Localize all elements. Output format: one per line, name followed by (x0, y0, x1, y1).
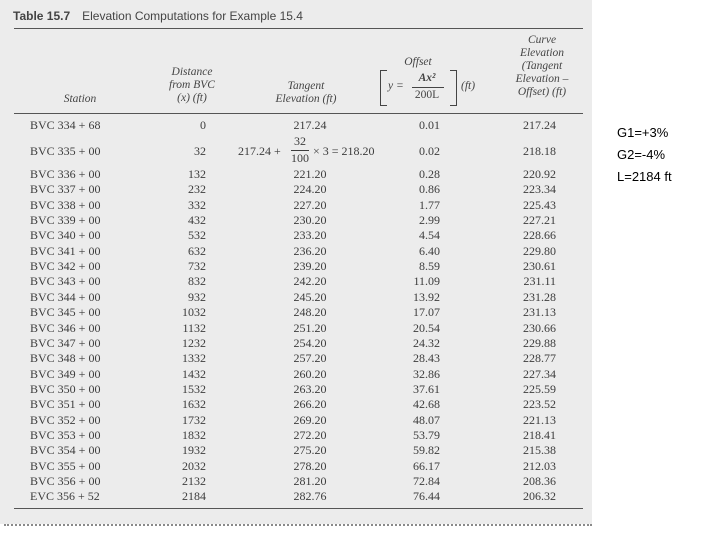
station-cell: BVC 342 + 00 (30, 259, 101, 274)
header-distance-line: Distance (171, 66, 213, 78)
curve-cell: 231.13 (523, 305, 556, 320)
header-curve-line: Curve (527, 34, 557, 46)
table-number: Table 15.7 (13, 9, 71, 23)
curve-cell: 229.80 (523, 243, 556, 258)
distance-cell: 0 (200, 118, 206, 132)
station-cell: BVC 344 + 00 (30, 289, 101, 304)
offset-formula-numerator: Ax² (418, 72, 436, 84)
station-cell: BVC 336 + 00 (30, 167, 101, 181)
offset-cell: 48.07 (413, 412, 440, 427)
station-cell: BVC 334 + 68 (30, 118, 101, 132)
tangent-cell: 257.20 (293, 351, 327, 366)
offset-cell: 42.68 (413, 397, 440, 412)
distance-cell: 1832 (182, 427, 206, 442)
tangent-cell: 260.20 (293, 366, 327, 381)
station-cell: BVC 356 + 00 (30, 474, 101, 488)
bracket-right (450, 70, 457, 106)
curve-cell: 223.34 (523, 182, 556, 197)
top-rule (14, 28, 583, 29)
curve-cell: 208.36 (523, 474, 556, 488)
distance-cell: 332 (188, 197, 206, 212)
distance-cell: 1632 (182, 397, 206, 412)
tangent-cell: 239.20 (293, 259, 327, 274)
curve-cell: 230.66 (523, 320, 556, 335)
curve-cell: 225.43 (523, 197, 556, 212)
tangent-cell: 254.20 (293, 335, 327, 350)
distance-cell: 1032 (182, 305, 206, 320)
distance-cell: 1132 (182, 320, 206, 335)
station-cell: BVC 351 + 00 (30, 397, 101, 412)
tangent-cell: 242.20 (293, 274, 327, 289)
header-tangent (258, 80, 354, 106)
station-cell: EVC 356 + 52 (30, 489, 100, 504)
curve-cell: 228.77 (523, 351, 556, 366)
note-g2: G2=-4% (617, 147, 666, 162)
bracket-left (380, 70, 387, 106)
curve-cell: 221.13 (523, 412, 556, 427)
tangent-cell: 251.20 (293, 320, 327, 335)
header-offset-title: Offset (404, 56, 432, 68)
header-curve-line: Elevation – (515, 73, 569, 85)
station-cell: BVC 352 + 00 (30, 412, 101, 427)
curve-cell: 231.28 (523, 289, 556, 304)
offset-unit: (ft) (461, 80, 476, 92)
offset-cell: 6.40 (419, 243, 440, 258)
curve-cell: 231.11 (523, 274, 556, 289)
station-cell: BVC 345 + 00 (30, 305, 101, 320)
header-offset (368, 56, 492, 108)
tangent-cell: 224.20 (293, 182, 327, 197)
offset-cell: 53.79 (413, 427, 440, 442)
station-cell: BVC 349 + 00 (30, 366, 101, 381)
curve-cell: 206.32 (523, 489, 556, 504)
header-curve-line: Offset) (ft) (517, 86, 567, 98)
offset-cell: 0.01 (419, 118, 440, 132)
header-tangent-line: Tangent (287, 80, 325, 92)
tangent-cell: 233.20 (293, 228, 327, 243)
curve-cell: 217.24 (523, 118, 556, 132)
tangent-cell: 278.20 (293, 458, 327, 473)
tangent-cell: 248.20 (293, 305, 327, 320)
tangent-cell: 269.20 (293, 412, 327, 427)
curve-cell: 220.92 (523, 167, 556, 181)
bottom-rule (14, 508, 583, 509)
station-cell: BVC 337 + 00 (30, 182, 101, 197)
tangent-cell: 266.20 (293, 397, 327, 412)
offset-cell: 59.82 (413, 443, 440, 458)
offset-cell: 17.07 (413, 305, 440, 320)
distance-cell: 232 (188, 182, 206, 197)
station-cell: BVC 350 + 00 (30, 381, 101, 396)
station-cell: BVC 347 + 00 (30, 335, 101, 350)
station-cell: BVC 355 + 00 (30, 458, 101, 473)
distance-cell: 832 (188, 274, 206, 289)
station-cell: BVC 340 + 00 (30, 228, 101, 243)
header-distance-line: from BVC (169, 79, 215, 91)
header-curve-line: (Tangent (521, 60, 563, 72)
note-g1: G1=+3% (617, 125, 669, 140)
offset-cell: 0.02 (419, 144, 440, 158)
distance-cell: 1232 (182, 335, 206, 350)
offset-cell: 28.43 (413, 351, 440, 366)
header-distance-line: (x) (ft) (177, 92, 207, 104)
curve-cell: 218.41 (523, 427, 556, 442)
offset-cell: 76.44 (413, 489, 440, 504)
table-caption: Elevation Computations for Example 15.4 (82, 9, 303, 23)
offset-formula-denominator: 200L (414, 89, 440, 101)
distance-cell: 32 (194, 144, 206, 158)
distance-cell: 432 (188, 213, 206, 228)
tangent-cell: 236.20 (293, 243, 327, 258)
tangent-cell: 217.24 (293, 118, 327, 132)
offset-cell: 1.77 (419, 197, 440, 212)
offset-cell: 0.86 (419, 182, 440, 197)
distance-cell: 1332 (182, 351, 206, 366)
curve-cell: 228.66 (523, 228, 556, 243)
distance-cell: 2132 (182, 474, 206, 488)
tangent-cell: 227.20 (293, 197, 327, 212)
tangent-cell: 221.20 (293, 167, 327, 181)
distance-cell: 2032 (182, 458, 206, 473)
curve-cell: 230.61 (523, 259, 556, 274)
curve-cell: 212.03 (523, 458, 556, 473)
distance-cell: 1932 (182, 443, 206, 458)
table-title (13, 9, 303, 23)
tangent-cell: 282.76 (293, 489, 327, 504)
distance-cell: 932 (188, 289, 206, 304)
tangent-equation-left: 217.24 + (238, 144, 281, 158)
offset-cell: 32.86 (413, 366, 440, 381)
offset-cell: 20.54 (413, 320, 440, 335)
station-cell: BVC 335 + 00 (30, 144, 101, 158)
panel-dotted-border (4, 524, 592, 526)
header-distance (152, 66, 232, 105)
header-tangent-line: Elevation (ft) (275, 93, 337, 105)
header-station: Station (63, 93, 97, 105)
offset-cell: 37.61 (413, 381, 440, 396)
curve-cell: 215.38 (523, 443, 556, 458)
offset-formula-lhs: y = (388, 80, 404, 92)
tangent-cell: 281.20 (293, 474, 327, 488)
tangent-equation-right: × 3 = 218.20 (313, 144, 375, 158)
tangent-cell: 275.20 (293, 443, 327, 458)
offset-formula-bar (412, 87, 444, 88)
station-cell: BVC 348 + 00 (30, 351, 101, 366)
tangent-cell: 245.20 (293, 289, 327, 304)
offset-cell: 8.59 (419, 259, 440, 274)
curve-cell: 225.59 (523, 381, 556, 396)
distance-cell: 1432 (182, 366, 206, 381)
distance-cell: 632 (188, 243, 206, 258)
offset-cell: 66.17 (413, 458, 440, 473)
station-cell: BVC 341 + 00 (30, 243, 101, 258)
offset-cell: 72.84 (413, 474, 440, 488)
station-cell: BVC 338 + 00 (30, 197, 101, 212)
curve-cell: 218.18 (523, 144, 556, 158)
header-curve (505, 34, 579, 99)
curve-cell: 227.34 (523, 366, 556, 381)
curve-cell: 229.88 (523, 335, 556, 350)
tangent-equation-denominator: 100 (291, 151, 309, 165)
station-cell: BVC 354 + 00 (30, 443, 101, 458)
header-rule (14, 113, 583, 114)
tangent-cell: 263.20 (293, 381, 327, 396)
offset-cell: 2.99 (419, 213, 440, 228)
tangent-equation-numerator: 32 (294, 134, 306, 148)
station-cell: BVC 346 + 00 (30, 320, 101, 335)
tangent-cell: 272.20 (293, 427, 327, 442)
distance-cell: 1532 (182, 381, 206, 396)
curve-cell: 227.21 (523, 213, 556, 228)
distance-cell: 532 (188, 228, 206, 243)
header-curve-line: Elevation (519, 47, 565, 59)
offset-cell: 24.32 (413, 335, 440, 350)
offset-cell: 11.09 (413, 274, 440, 289)
offset-cell: 4.54 (419, 228, 440, 243)
distance-cell: 132 (188, 167, 206, 181)
distance-cell: 1732 (182, 412, 206, 427)
distance-cell: 732 (188, 259, 206, 274)
tangent-cell: 230.20 (293, 213, 327, 228)
curve-cell: 223.52 (523, 397, 556, 412)
station-cell: BVC 343 + 00 (30, 274, 101, 289)
distance-cell: 2184 (182, 489, 206, 504)
offset-cell: 0.28 (419, 167, 440, 181)
note-length: L=2184 ft (617, 169, 672, 184)
station-cell: BVC 339 + 00 (30, 213, 101, 228)
station-cell: BVC 353 + 00 (30, 427, 101, 442)
offset-cell: 13.92 (413, 289, 440, 304)
